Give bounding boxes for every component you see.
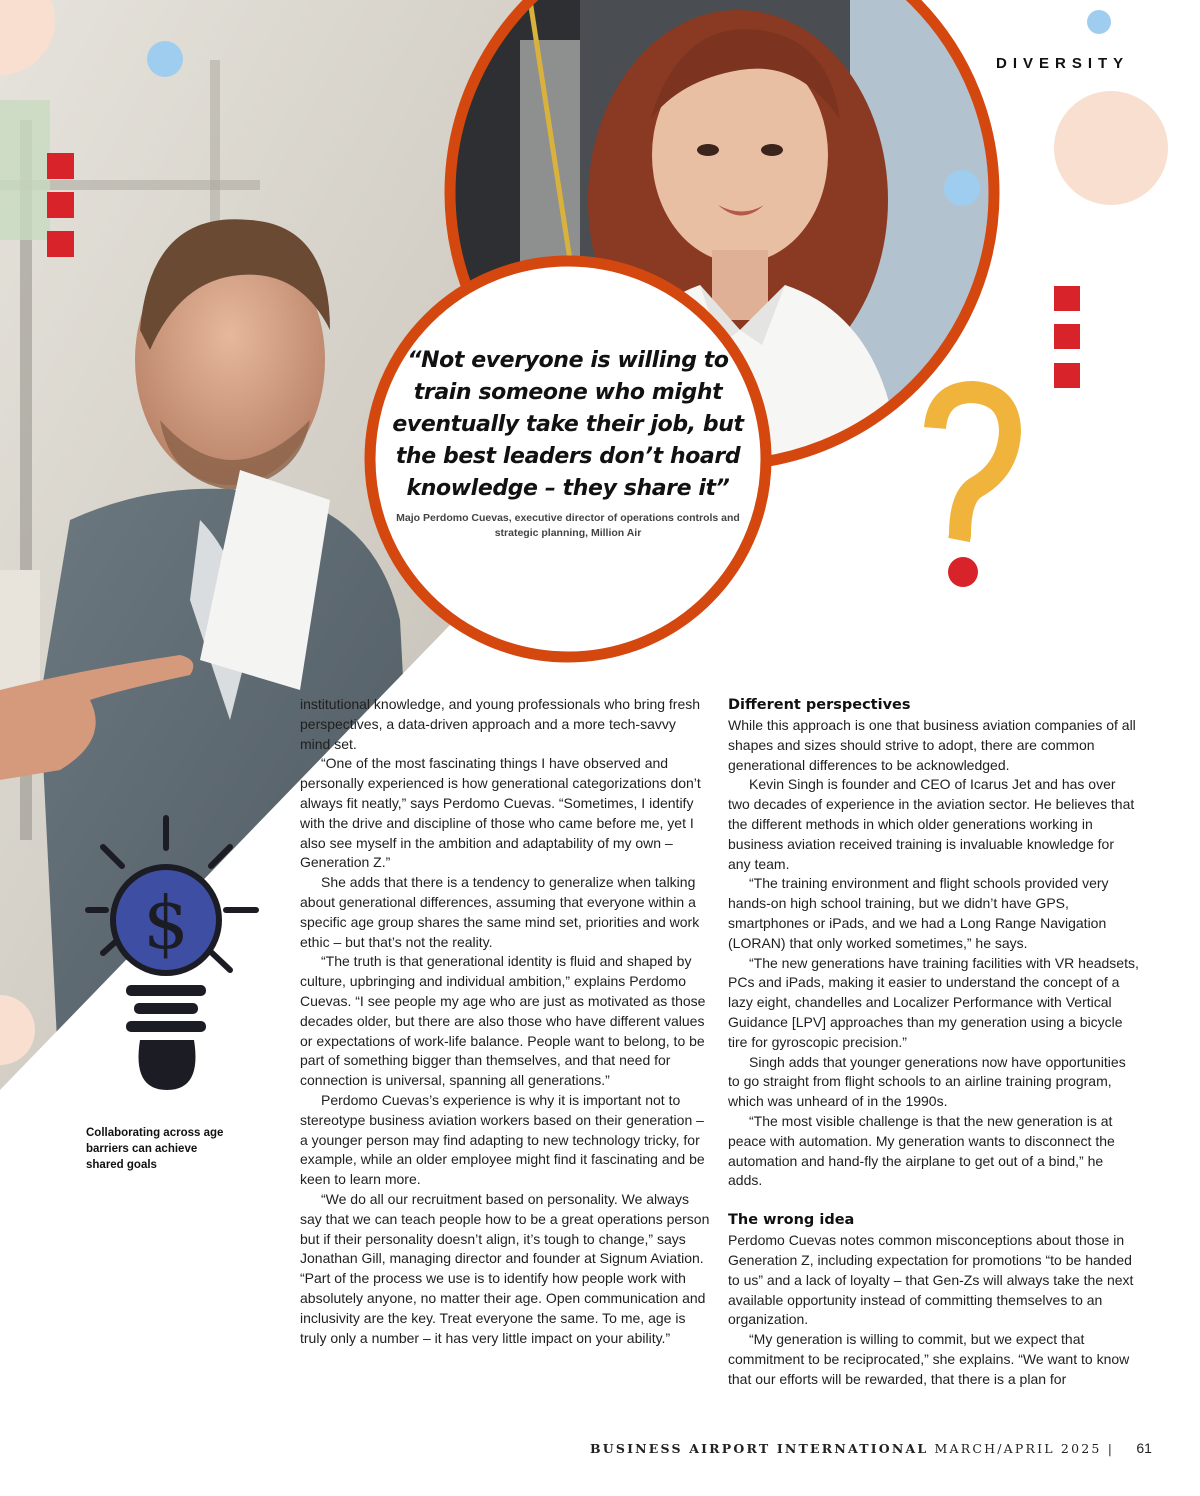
red-squares-left bbox=[47, 153, 74, 257]
peach-circle-decoration bbox=[1054, 91, 1168, 205]
paragraph: “One of the most fascinating things I have observed and personally experienced is how generational categorizations don’t always fit neatly,” says Perdomo Cuevas. “Sometimes, I identify with the drive and discipline of those who came before me, yet I also see myself in the ambition and adaptability of my own – Generation Z.” bbox=[300, 755, 701, 871]
paragraph: Singh adds that younger generations now have opportunities to go straight from flight schools to an airline training program, which was unheard of in the 1990s. bbox=[728, 1053, 1126, 1110]
issue-date: MARCH/APRIL 2025 bbox=[934, 1441, 1102, 1456]
blue-dot-decoration bbox=[147, 41, 183, 77]
paragraph: Perdomo Cuevas’s experience is why it is important not to stereotype business aviation workers based on their generation – a younger person may find adapting to new technology tricky, for example, while an older employee might find it fascinating and be keen to learn more. bbox=[300, 1091, 705, 1188]
paragraph: “The new generations have training facilities with VR headsets, PCs and iPads, making it easier to understand the concept of a lazy eight, chandelles and Localizer Performance with Vertical Guidance [LPV] approaches than my generation using a bicycle tire for gyroscopic precision.” bbox=[728, 954, 1139, 1050]
page-number: 61 bbox=[1136, 1440, 1152, 1456]
body-column-right bbox=[728, 695, 1140, 1390]
folio-separator: | bbox=[1107, 1441, 1115, 1456]
publication-name: BUSINESS AIRPORT INTERNATIONAL bbox=[590, 1441, 929, 1456]
pull-quote-attribution: Majo Perdomo Cuevas, executive director of operations controls and strategic planning, Million Air bbox=[396, 512, 740, 539]
paragraph: “We do all our recruitment based on personality. We always say that we can teach people how to be a great operations person but if their personality doesn’t align, it’s tough to change,” says Jonathan Gill, managing director and founder at Signum Aviation. “Part of the process we use is to identify how people work with absolutely anyone, no matter their age. Open communication and inclusivity are the key. Treat everyone the same. To me, age is truly only a number – it has very little impact on your ability.” bbox=[300, 1190, 710, 1346]
page-folio bbox=[590, 1440, 1152, 1456]
photo-caption: Collaborating across age barriers can achieve shared goals bbox=[86, 1127, 224, 1171]
pull-quote bbox=[392, 345, 744, 541]
blue-dot-decoration bbox=[1087, 10, 1111, 34]
red-squares-right bbox=[1054, 286, 1080, 388]
subheading: The wrong idea bbox=[728, 1212, 855, 1229]
paragraph: Perdomo Cuevas notes common misconceptions about those in Generation Z, including expectation for promotions “to be handed to us” and a lack of loyalty – that Gen-Zs will always take the next available opportunity instead of committing themselves to an organization. bbox=[728, 1232, 1134, 1328]
paragraph: “The truth is that generational identity is fluid and shaped by culture, upbringing and individual ambition,” explains Perdomo Cuevas. “I see people my age who are just as motivated as those decades older, but there are also those who have different values or expectations of work-life balance. People want to belong, to be part of something bigger than themselves, and that need for connection is universal, spanning all generations.” bbox=[300, 953, 706, 1089]
paragraph: institutional knowledge, and young professionals who bring fresh perspectives, a data-driven approach and a more tech-savvy mind set. bbox=[300, 696, 701, 752]
paragraph: She adds that there is a tendency to generalize when talking about generational differences, assuming that everyone within a specific age group shares the same mind set, priorities and work ethic – but that’s not the reality. bbox=[300, 874, 700, 950]
svg-text:$: $ bbox=[143, 881, 189, 965]
paragraph: “The most visible challenge is that the new generation is at peace with automation. My generation wants to disconnect the automation and hand-fly the airplane to get out of a bind,” he adds. bbox=[728, 1112, 1115, 1189]
paragraph: Kevin Singh is founder and CEO of Icarus Jet and has over two decades of experience in the aviation sector. He believes that the different methods in which older generations working in business aviation received training is invaluable knowledge for any team. bbox=[728, 776, 1135, 872]
body-column-left bbox=[300, 695, 710, 1348]
question-mark-icon bbox=[935, 392, 1010, 587]
pull-quote-text: “Not everyone is willing to train someone who might eventually take their job, but the best leaders don’t hoard knowledge – they share it” bbox=[392, 348, 744, 501]
paragraph: “The training environment and flight schools provided very hands-on high school training, but we didn’t have GPS, smartphones or iPads, and we had a Long Range Navigation (LORAN) that only worked sometimes,” he says. bbox=[728, 875, 1109, 951]
section-label: DIVERSITY bbox=[996, 55, 1130, 72]
paragraph: While this approach is one that business aviation companies of all shapes and sizes should strive to adopt, there are common generational differences to be acknowledged. bbox=[728, 717, 1136, 773]
subheading: Different perspectives bbox=[728, 697, 911, 713]
paragraph: “My generation is willing to commit, but we expect that commitment to be reciprocated,” she explains. “We want to know that our efforts will be rewarded, that there is a plan for bbox=[728, 1331, 1130, 1387]
